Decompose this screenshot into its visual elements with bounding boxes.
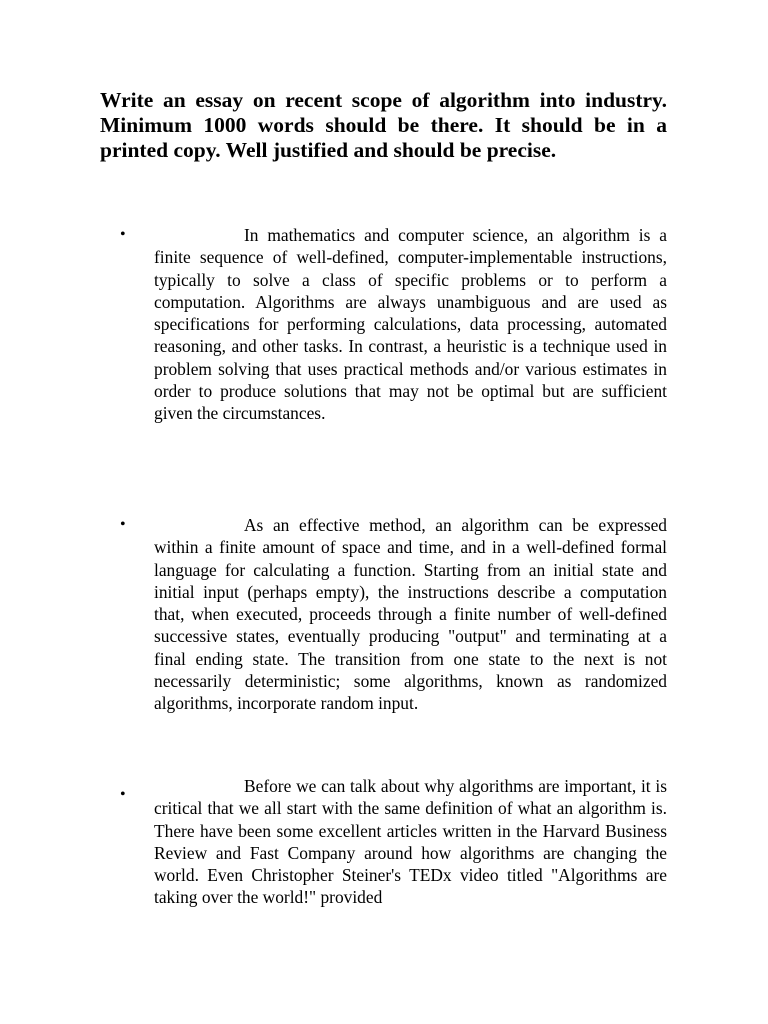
paragraph-text-3: Before we can talk about why algorithms are important, it is critical that we all start with the same definition of what an algorithm is. There have been some excellent articles written in the Harvard Business Review and Fast Company around how algorithms are changing the world. Even Christopher Steiner's TEDx video titled "Algorithms are taking over the world!" provided [154, 776, 667, 908]
paragraph-text-1: In mathematics and computer science, an algorithm is a finite sequence of well-defined, computer-implementable instructions, typically to solve a class of specific problems or to perform a computation. Algorithms are always unambiguous and are used as specifications for performing calculations, data processing, automated reasoning, and other tasks. In contrast, a heuristic is a technique used in problem solving that uses practical methods and/or various estimates in order to produce solutions that may not be optimal but are sufficient given the circumstances. [154, 225, 667, 424]
bullet-icon: • [120, 516, 126, 533]
paragraph-text-2: As an effective method, an algorithm can be expressed within a finite amount of space and time, and in a well-defined formal language for calculating a function. Starting from an initial state and initial input (perhaps empty), the instructions describe a computation that, when executed, proceeds through a finite number of well-defined successive states, eventually producing "output" and terminating at a final ending state. The transition from one state to the next is not necessarily deterministic; some algorithms, known as randomized algorithms, incorporate random input. [154, 515, 667, 714]
bullet-icon: • [120, 786, 126, 803]
bullet-icon: • [120, 226, 126, 243]
essay-prompt-title: Write an essay on recent scope of algorithm into industry. Minimum 1000 words should be there. It should be in a printed copy. Well justified and should be precise. [100, 88, 667, 163]
